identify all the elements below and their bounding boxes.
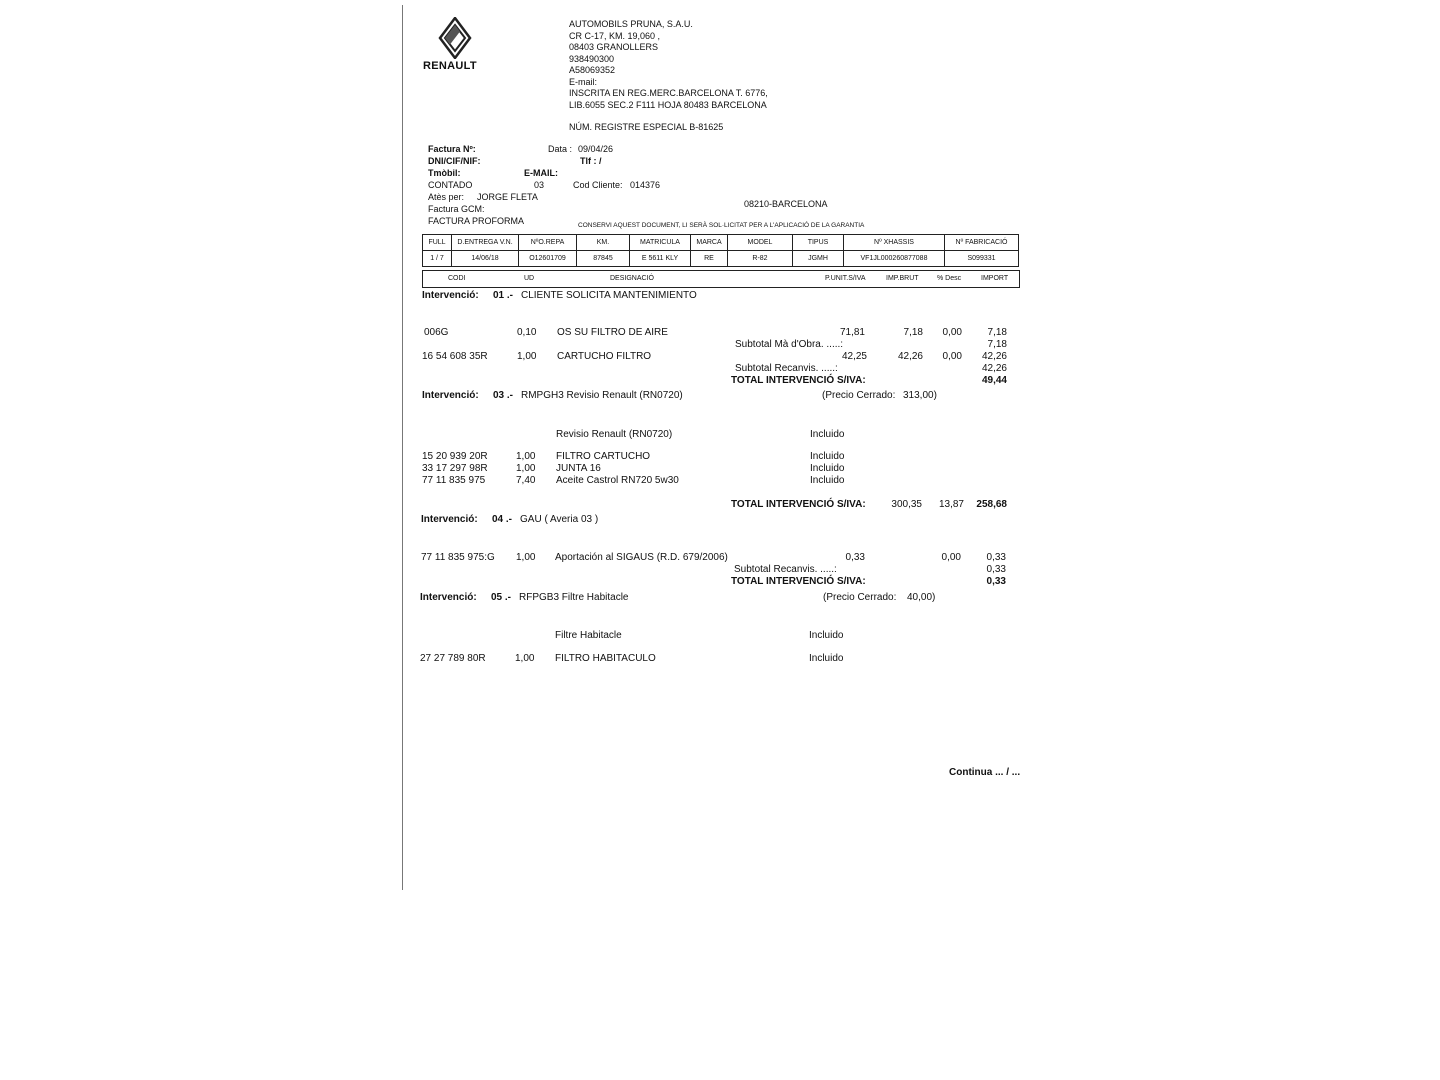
line-codi: 77 11 835 975 bbox=[422, 475, 486, 486]
col-impbrut: IMP.BRUT bbox=[886, 275, 919, 282]
intervention-label: Intervenció: bbox=[422, 290, 479, 301]
line-designacio: FILTRO CARTUCHO bbox=[556, 451, 651, 462]
line-dto: 0,00 bbox=[942, 327, 962, 338]
registre-especial: NÚM. REGISTRE ESPECIAL B-81625 bbox=[569, 122, 724, 132]
total-intervention-value: 0,33 bbox=[986, 576, 1006, 587]
company-line: LIB.6055 SEC.2 F111 HOJA 80483 BARCELONA bbox=[569, 99, 767, 110]
total-dto: 13,87 bbox=[938, 499, 964, 510]
table-cell: RE bbox=[691, 251, 728, 267]
table-cell: E 5611 KLY bbox=[630, 251, 691, 267]
total-brut: 300,35 bbox=[891, 499, 922, 510]
company-line: E-mail: bbox=[569, 76, 598, 87]
continua-label: Continua ... / ... bbox=[949, 767, 1021, 778]
line-ud: 0,10 bbox=[517, 327, 537, 338]
line-codi: 16 54 608 35R bbox=[422, 351, 488, 362]
subtotal-recanvis-label: Subtotal Recanvis. .....: bbox=[734, 564, 837, 575]
factura-label: Factura Nº: bbox=[428, 144, 476, 154]
precio-cerrado-label: (Precio Cerrado: bbox=[822, 390, 896, 401]
company-block bbox=[569, 19, 768, 111]
subtotal-mo-value: 7,18 bbox=[987, 339, 1007, 350]
package-name: Filtre Habitacle bbox=[555, 630, 622, 641]
company-line: INSCRITA EN REG.MERC.BARCELONA T. 6776, bbox=[569, 88, 768, 98]
line-designacio: FILTRO HABITACULO bbox=[555, 653, 656, 664]
company-line: AUTOMOBILS PRUNA, S.A.U. bbox=[569, 19, 693, 29]
intervention-number: 03 .- bbox=[493, 390, 514, 401]
line-punit: 71,81 bbox=[839, 327, 865, 338]
tmobil-label: Tmòbil: bbox=[428, 168, 461, 178]
client-city: 08210-BARCELONA bbox=[744, 199, 828, 209]
precio-cerrado-value: 40,00) bbox=[907, 592, 936, 603]
company-line: CR C-17, KM. 19,060 , bbox=[569, 30, 661, 41]
table-header-cell: D.ENTREGA V.N. bbox=[452, 235, 519, 251]
line-codi: 15 20 939 20R bbox=[422, 451, 488, 462]
company-line: A58069352 bbox=[569, 65, 616, 75]
table-header-cell: KM. bbox=[577, 235, 630, 251]
warranty-note: CONSERVI AQUEST DOCUMENT, LI SERÀ SOL·LICITAT PER A L'APLICACIÓ DE LA GARANTIA bbox=[578, 222, 865, 229]
line-brut: 7,18 bbox=[903, 327, 923, 338]
line-brut: 42,26 bbox=[897, 351, 923, 362]
line-import: 0,33 bbox=[986, 552, 1006, 563]
line-designacio: Aceite Castrol RN720 5w30 bbox=[556, 475, 679, 486]
cod-cliente-label: Cod Cliente: bbox=[573, 180, 623, 190]
table-cell: VF1JL000260877088 bbox=[844, 251, 945, 267]
intervention-label: Intervenció: bbox=[421, 514, 478, 525]
line-ud: 1,00 bbox=[516, 552, 536, 563]
line-dto: 0,00 bbox=[941, 552, 961, 563]
precio-cerrado-label: (Precio Cerrado: bbox=[823, 592, 897, 603]
subtotal-mo-label: Subtotal Mà d'Obra. .....: bbox=[735, 339, 844, 350]
line-ud: 1,00 bbox=[516, 451, 536, 462]
table-header-cell: FULL bbox=[423, 235, 452, 251]
line-status: Incluido bbox=[810, 475, 845, 486]
line-punit: 0,33 bbox=[845, 552, 865, 563]
intervention-title: CLIENTE SOLICITA MANTENIMIENTO bbox=[521, 290, 697, 301]
lines-header bbox=[422, 270, 1020, 288]
intervention-label: Intervenció: bbox=[420, 592, 477, 603]
col-ud: UD bbox=[524, 275, 535, 282]
line-ud: 7,40 bbox=[516, 475, 536, 486]
subtotal-recanvis-value: 0,33 bbox=[986, 564, 1006, 575]
col-import: IMPORT bbox=[981, 275, 1009, 282]
email-label: E-MAIL: bbox=[524, 168, 558, 178]
scan-margin-line bbox=[402, 5, 403, 890]
intervention-number: 04 .- bbox=[492, 514, 513, 525]
logo-brand-text: RENAULT bbox=[423, 60, 477, 72]
table-cell: O12601709 bbox=[519, 251, 577, 267]
vehicle-table-header-row bbox=[423, 235, 1019, 251]
factura-gcm: Factura GCM: bbox=[428, 204, 485, 214]
table-cell: S099331 bbox=[945, 251, 1019, 267]
table-cell: 14/06/18 bbox=[452, 251, 519, 267]
package-status: Incluido bbox=[809, 630, 844, 641]
table-header-cell: Nº XHASSIS bbox=[844, 235, 945, 251]
data-value: 09/04/26 bbox=[578, 144, 614, 154]
precio-cerrado-value: 313,00) bbox=[903, 390, 937, 401]
intervention-title: RFPGB3 Filtre Habitacle bbox=[519, 592, 629, 603]
table-cell: 87845 bbox=[577, 251, 630, 267]
ates-value: JORGE FLETA bbox=[477, 192, 538, 202]
table-header-cell: MATRICULA bbox=[630, 235, 691, 251]
table-header-cell: TIPUS bbox=[793, 235, 844, 251]
total-intervention-value: 258,68 bbox=[976, 499, 1007, 510]
line-designacio: JUNTA 16 bbox=[556, 463, 601, 474]
renault-logo bbox=[438, 17, 472, 64]
payment-contado: CONTADO bbox=[428, 180, 473, 190]
total-intervention-value: 49,44 bbox=[981, 375, 1007, 386]
payment-code: 03 bbox=[534, 180, 545, 190]
package-name: Revisio Renault (RN0720) bbox=[556, 429, 673, 440]
cod-cliente-value: 014376 bbox=[630, 180, 661, 190]
subtotal-recanvis-value: 42,26 bbox=[981, 363, 1007, 374]
total-intervention-label: TOTAL INTERVENCIÓ S/IVA: bbox=[731, 499, 866, 510]
table-header-cell: MODEL bbox=[728, 235, 793, 251]
col-punit: P.UNIT.S/IVA bbox=[825, 275, 866, 282]
renault-diamond-icon bbox=[438, 17, 472, 59]
line-ud: 1,00 bbox=[516, 463, 536, 474]
col-desc: % Desc bbox=[937, 275, 962, 282]
line-status: Incluido bbox=[810, 451, 845, 462]
line-punit: 42,25 bbox=[841, 351, 867, 362]
package-status: Incluido bbox=[810, 429, 845, 440]
line-codi: 33 17 297 98R bbox=[422, 463, 488, 474]
table-header-cell: NºO.REPA bbox=[519, 235, 577, 251]
dni-label: DNI/CIF/NIF: bbox=[428, 156, 481, 166]
line-codi: 27 27 789 80R bbox=[420, 653, 486, 664]
line-import: 7,18 bbox=[987, 327, 1007, 338]
col-designacio: DESIGNACIÓ bbox=[610, 275, 654, 282]
table-header-cell: Nº FABRICACIÓ bbox=[945, 235, 1019, 251]
tlf-label: Tlf : / bbox=[580, 156, 602, 166]
line-codi: 006G bbox=[424, 327, 449, 338]
intervention-number: 01 .- bbox=[493, 290, 514, 301]
intervention-number: 05 .- bbox=[491, 592, 512, 603]
line-designacio: CARTUCHO FILTRO bbox=[557, 351, 652, 362]
line-import: 42,26 bbox=[981, 351, 1007, 362]
col-codi: CODI bbox=[448, 275, 466, 282]
proforma-label: FACTURA PROFORMA bbox=[428, 216, 525, 226]
company-line: 08403 GRANOLLERS bbox=[569, 42, 659, 52]
line-status: Incluido bbox=[809, 653, 844, 664]
table-cell: 1 / 7 bbox=[423, 251, 452, 267]
subtotal-recanvis-label: Subtotal Recanvis. .....: bbox=[735, 363, 838, 374]
intervention-label: Intervenció: bbox=[422, 390, 479, 401]
ates-label: Atès per: bbox=[428, 192, 465, 202]
company-line: 938490300 bbox=[569, 53, 615, 64]
vehicle-table bbox=[422, 234, 1019, 267]
total-intervention-label: TOTAL INTERVENCIÓ S/IVA: bbox=[731, 375, 866, 386]
line-ud: 1,00 bbox=[517, 351, 537, 362]
data-label: Data : bbox=[548, 144, 573, 154]
table-header-cell: MARCA bbox=[691, 235, 728, 251]
table-cell: JGMH bbox=[793, 251, 844, 267]
line-codi: 77 11 835 975:G bbox=[421, 552, 495, 563]
intervention-title: RMPGH3 Revisio Renault (RN0720) bbox=[521, 390, 683, 401]
table-cell: R-82 bbox=[728, 251, 793, 267]
intervention-title: GAU ( Averia 03 ) bbox=[520, 514, 599, 525]
line-dto: 0,00 bbox=[942, 351, 962, 362]
line-ud: 1,00 bbox=[515, 653, 535, 664]
vehicle-table-value-row bbox=[423, 251, 1019, 267]
line-designacio: Aportación al SIGAUS (R.D. 679/2006) bbox=[555, 552, 728, 563]
line-status: Incluido bbox=[810, 463, 845, 474]
line-designacio: OS SU FILTRO DE AIRE bbox=[557, 327, 668, 338]
total-intervention-label: TOTAL INTERVENCIÓ S/IVA: bbox=[731, 576, 866, 587]
